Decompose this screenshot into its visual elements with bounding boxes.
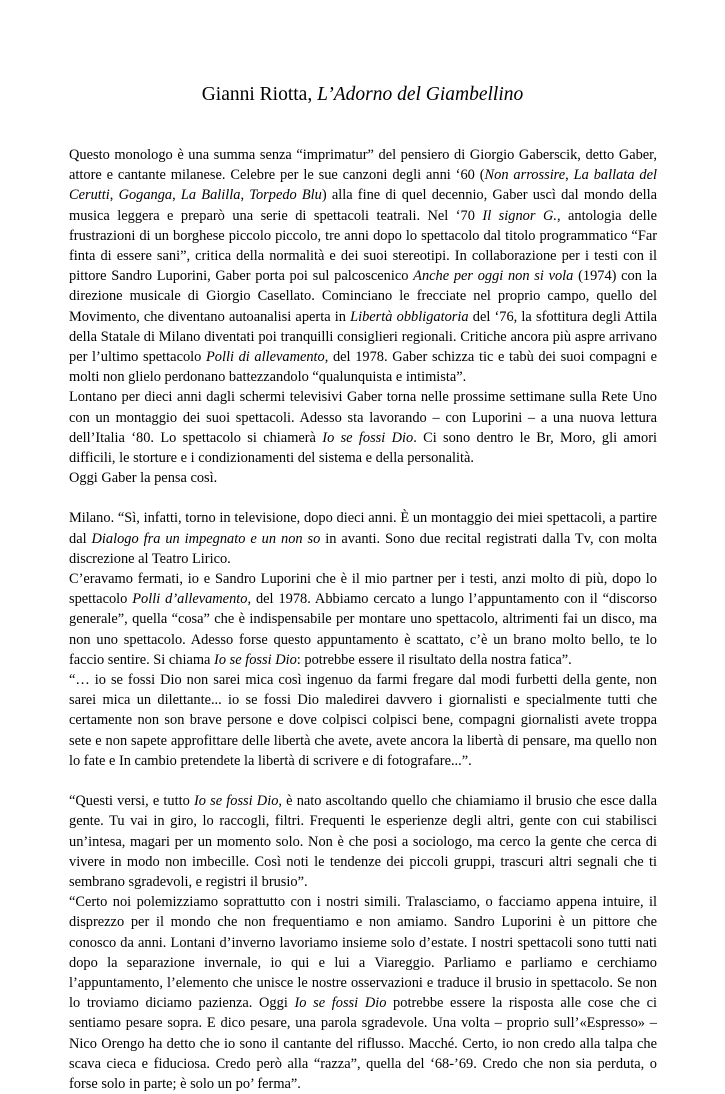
paragraph-text: ,	[240, 187, 250, 204]
italic-title-text: Io se fossi Dio	[294, 995, 387, 1012]
paragraph-text: del ‘76, la sfottitura degli Attila della Statale di Milano diventati poi tranquilli consiglieri regionali. Critiche ancora più aspre arrivano per l’ultimo spettacolo	[69, 308, 657, 366]
italic-title-text: La Balilla	[180, 187, 241, 204]
paragraph	[69, 508, 657, 569]
paragraph	[69, 145, 657, 387]
paragraph-text: Oggi Gaber la pensa così.	[69, 470, 218, 487]
paragraph-text: : potrebbe essere il risultato della nostra fatica”.	[296, 651, 572, 668]
italic-title-text: Non arrossire	[484, 167, 566, 184]
paragraph	[69, 387, 657, 468]
paragraph-text: ,	[172, 187, 181, 204]
paragraph-text: , antologia delle frustrazioni di un borghese piccolo piccolo, tre anni dopo lo spettacolo dal titolo programmatico “Far finta di essere sani”, critica della normalità e dei suoi stereotipi. In collaborazione per i testi con il pittore Sandro Luporini, Gaber porta poi sul palcoscenico	[69, 207, 657, 285]
paragraph-text: “Questi versi, e tutto	[69, 793, 194, 810]
paragraph-text: Lontano per dieci anni dagli schermi televisivi Gaber torna nelle prossime settimane sulla Rete Uno con un montaggio dei suoi spettacoli. Adesso sta lavorando – con Luporini – a una nuova lettura dell’Italia ‘80. Lo spettacolo si chiamerà	[69, 389, 657, 446]
italic-title-text: La ballata del Cerutti	[69, 167, 657, 204]
title-work: L’Adorno del Giambellino	[317, 84, 524, 105]
italic-title-text: Il signor G.	[482, 207, 557, 224]
paragraph	[69, 892, 657, 1094]
paragraph-text: Questo monologo è una summa senza “imprimatur” del pensiero di Giorgio Gaberscik, detto Gaber, attore e cantante milanese. Celebre per le sue canzoni degli anni ‘60 (	[69, 147, 657, 184]
article-body	[69, 145, 657, 1094]
page-title	[0, 83, 725, 107]
paragraph-text: C’eravamo fermati, io e Sandro Luporini che è il mio partner per i testi, anzi molto di più, dopo lo spettacolo	[69, 571, 657, 608]
paragraph-text: . Ci sono dentro le Br, Moro, gli amori difficili, le storture e i condizionamenti del sistema e della personalità.	[69, 429, 657, 467]
italic-title-text: Io se fossi Dio	[214, 651, 297, 668]
italic-title-text: Goganga	[118, 187, 173, 204]
italic-title-text: Torpedo Blu	[249, 187, 322, 204]
paragraph-text: , è nato ascoltando quello che chiamiamo il brusio che esce dalla gente. Tu vai in giro, lo raccogli, filtri. Frequenti le esperienze degli altri, gente con cui stabilisci un’intesa, magari per un momento solo. Non è che posi a sociologo, ma cerco la gente che cerca di vivere in modo non imbecille. Così noti le tendenze dei piccoli gruppi, trascuri altri segnali che ti sembrano sgradevoli, e registri il brusio”.	[69, 793, 657, 890]
paragraph-text: (1974) con la direzione musicale di Giorgio Casellato. Cominciano le frecciate nel proprio campo, quello del Movimento, che diventano autoanalisi aperta in	[69, 268, 658, 325]
italic-title-text: Anche per oggi non si vola	[413, 268, 574, 285]
title-author: Gianni Riotta,	[201, 84, 318, 105]
paragraph-text: ,	[109, 187, 119, 204]
italic-title-text: Dialogo fra un impegnato e un non so	[91, 530, 321, 547]
italic-title-text: Polli di allevamento	[205, 349, 325, 366]
italic-title-text: Polli d’allevamento	[132, 591, 248, 608]
paragraph	[69, 468, 657, 488]
paragraph-text: “… io se fossi Dio non sarei mica così ingenuo da farmi fregare dal modi furbetti della gente, non sarei mica un dilettante... io se fossi Dio maledirei davvero i giornalisti e specialmente tutti che certamente non son brave persone e dove colpisci colpisci bene, compagni giornalisti avete troppa sete e non sapete approfittare delle libertà che avete, avete ancora la libertà di pensare, ma quello non lo fate e In cambio pretendete la libertà di scrivere e di fotografare...”.	[69, 672, 657, 769]
paragraph-text: , del 1978. Abbiamo cercato a lungo l’appuntamento con il “discorso generale”, quella “cosa” che è indispensabile per montare uno spettacolo, altrimenti fai un disco, ma non uno spettacolo. Adesso forse questo appuntamento è scattato, c’è un brano molto bello, te lo faccio sentire. Si chiama	[69, 591, 657, 668]
paragraph-text: potrebbe essere la risposta alle cose che ci sentiamo pesare sopra. E dico pesare, una parola sgradevole. Una volta – proprio sull’«Espresso» – Nico Orengo ha detto che io sono il cantante del riflusso. Macché. Certo, io non credo alla talpa che scava cieca e fiduciosa. Credo però alla “razza”, quella del ‘68-’69. Credo che non sia perduta, o forse solo in parte; è solo un po’ ferma”.	[69, 995, 657, 1092]
paragraph-text: , del 1978. Gaber schizza tic e tabù dei suoi compagni e molti non glielo perdonano battezzandolo “qualunquista e intimista”.	[69, 349, 657, 386]
paragraph	[69, 670, 657, 771]
italic-title-text: Io se fossi Dio	[322, 429, 414, 446]
italic-title-text: Io se fossi Dio	[193, 793, 279, 810]
paragraph-text: in avanti. Sono due recital registrati dalla Tv, con molta discrezione al Teatro Lirico.	[69, 530, 657, 567]
paragraph-text: ,	[565, 167, 574, 184]
paragraph-text: “Certo noi polemizziamo soprattutto con i nostri simili. Tralasciamo, o facciamo appena intuire, il disprezzo per il mondo che non frequentiamo e non amiamo. Sandro Luporini è un pittore che conosco da anni. Lontani d’inverno lavoriamo insieme solo d’estate. I nostri spettacoli sono tutti nati dopo la separazione invernale, io qui e lui a Viareggio. Parliamo e parliamo e cerchiamo l’appuntamento, l’elemento che unisce le nostre osservazioni e traduce il brusio in spettacolo. Se non lo troviamo diciamo pazienza. Oggi	[69, 894, 657, 1012]
paragraph	[69, 569, 657, 670]
paragraph-text: ) alla fine di quel decennio, Gaber uscì dal mondo della musica leggera e preparò una serie di spettacoli teatrali. Nel ‘70	[69, 187, 657, 224]
paragraph	[69, 791, 657, 892]
paragraph-text: Milano. “Sì, infatti, torno in televisione, dopo dieci anni. È un montaggio dei miei spettacoli, a partire dal	[69, 510, 657, 547]
italic-title-text: Libertà obbligatoria	[350, 308, 469, 325]
